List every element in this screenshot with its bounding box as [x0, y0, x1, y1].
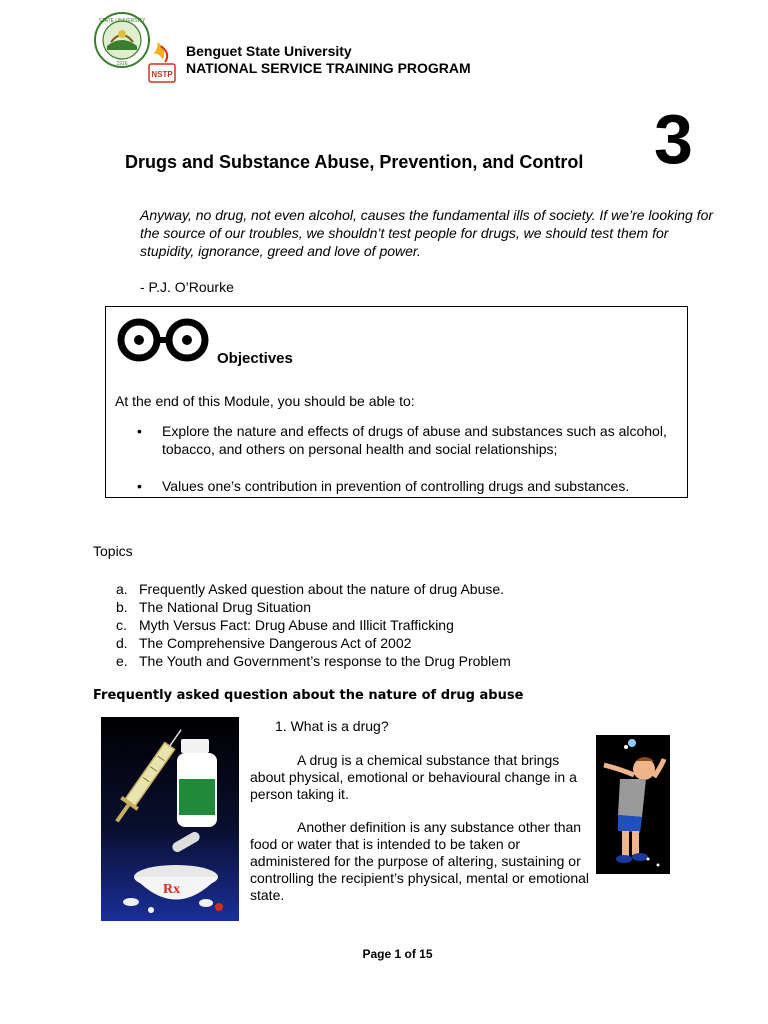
topic-text: The Comprehensive Dangerous Act of 2002 — [139, 635, 412, 651]
faq-answer-paragraph: Another definition is any substance other than food or water that is intended to be taken or administered for the purpose of altering, sustaining or controlling the recipient’s physical, mental or emotional state. — [250, 819, 590, 903]
faq-heading: Frequently asked question about the nature of drug abuse — [93, 688, 524, 703]
quote-author: - P.J. O’Rourke — [140, 279, 234, 295]
nstp-logo — [145, 40, 178, 84]
topic-text: The National Drug Situation — [139, 599, 311, 615]
topics-list — [116, 580, 511, 670]
module-title: Drugs and Substance Abuse, Prevention, and Control — [125, 152, 584, 172]
topic-letter: d. — [116, 635, 128, 651]
seal-year: 1916 — [116, 61, 128, 67]
dizzy-boy-clipart-image — [596, 735, 670, 874]
topic-text: Frequently Asked question about the nature of drug Abuse. — [139, 581, 505, 597]
university-name: Benguet State University — [186, 43, 352, 59]
topic-item — [116, 580, 511, 598]
objectives-box — [105, 306, 688, 498]
objectives-intro: At the end of this Module, you should be able to: — [115, 393, 415, 409]
module-number: 3 — [654, 100, 693, 178]
topic-letter: c. — [116, 617, 127, 633]
topic-item — [116, 598, 511, 616]
seal-text: STATE UNIVERSITY — [98, 18, 146, 24]
objective-item: • Values one’s contribution in prevention of controlling drugs and substances. — [137, 477, 677, 495]
objectives-heading: Objectives — [217, 350, 293, 367]
epigraph-quote: Anyway, no drug, not even alcohol, causes the fundamental ills of society. If we’re looking for the source of our troubles, we shouldn’t test people for drugs, we should test them for stupidity, ignorance, greed and love of power. — [140, 207, 714, 259]
topics-heading: Topics — [93, 543, 133, 559]
objective-item: • Explore the nature and effects of drugs of abuse and substances such as alcohol, tobacco, and others on personal health and social relationships; — [137, 422, 677, 458]
university-seal-logo — [93, 12, 151, 68]
rx-label: Rx — [163, 882, 181, 897]
topic-letter: a. — [116, 581, 128, 597]
topic-letter: e. — [116, 653, 128, 669]
faq-question: 1. What is a drug? — [275, 718, 389, 734]
topic-text: Myth Versus Fact: Drug Abuse and Illicit Trafficking — [139, 617, 454, 633]
topic-item — [116, 616, 511, 634]
topic-text: The Youth and Government’s response to the Drug Problem — [139, 653, 511, 669]
objectives-list — [137, 422, 677, 495]
program-name: NATIONAL SERVICE TRAINING PROGRAM — [186, 60, 471, 76]
drugs-clipart-image — [101, 717, 239, 921]
page-number: Page 1 of 15 — [362, 947, 433, 961]
goggles-icon — [116, 315, 212, 365]
topic-item — [116, 652, 511, 670]
topic-letter: b. — [116, 599, 128, 615]
topic-item — [116, 634, 511, 652]
faq-answer-paragraph: A drug is a chemical substance that brings about physical, emotional or behavioural change in a person taking it. — [250, 752, 577, 802]
nstp-logo-text: NSTP — [151, 70, 173, 79]
